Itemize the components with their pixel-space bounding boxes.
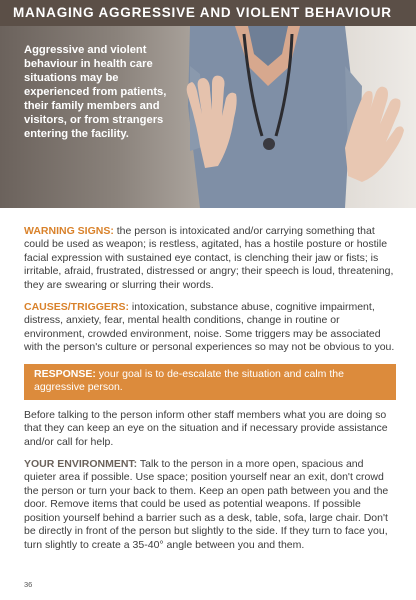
header-bar	[0, 0, 416, 26]
hero-image	[0, 26, 416, 208]
causes-label: CAUSES/TRIGGERS:	[24, 301, 130, 314]
warning-signs-paragraph	[24, 225, 396, 292]
page-number: 36	[24, 580, 33, 589]
hero-intro-text: Aggressive and violent behaviour in health care situations may be experienced from patients, their family members and visitors, or from strangers entering the facility.	[24, 44, 167, 140]
warning-signs-text: the person is intoxicated and/or carrying something that could be used as weapon; is restless, agitated, has a hostile posture or hostile facial expression with sustained eye contact, is clenching their jaw or fists; is irritable, afraid, frustrated, distressed or angry; their speech is loud, threatening, they are swearing or slurring their words.	[24, 225, 394, 291]
environment-label: YOUR ENVIRONMENT:	[24, 458, 138, 471]
warning-signs-label: WARNING SIGNS:	[24, 225, 114, 237]
causes-paragraph	[24, 301, 396, 355]
environment-text: Talk to the person in a more open, spacious and quieter area if possible. Use space; position yourself near an exit, don't crowd the person or turn your back to them. Keep an open path between you and the door. Remove items that could be used as potential weapons. If possible position yourself behind a barrier such as a desk, table, sofa, large chair. Don't be directly in front of the person but slightly to the side. If they turn to face you, turn slightly to create a 35-40° angle between you and them.	[24, 458, 389, 551]
response-label: RESPONSE:	[34, 367, 96, 380]
before-talking-paragraph: Before talking to the person inform other staff members what you are doing so that they can keep an eye on the situation and if necessary provide assistance and/or call for help.	[24, 408, 388, 448]
environment-paragraph	[24, 458, 396, 552]
causes-text: intoxication, substance abuse, cognitive impairment, distress, anxiety, fear, mental health conditions, change in routine or environment, crowded environment, noise. Some triggers may be associated with the person's culture or personal experiences so may not be obvious to you.	[24, 301, 395, 354]
page-title: MANAGING AGGRESSIVE AND VIOLENT BEHAVIOUR	[13, 5, 392, 20]
response-callout	[24, 364, 396, 400]
response-text: your goal is to de-escalate the situation and calm the aggressive person.	[34, 367, 344, 394]
main-content	[24, 225, 396, 561]
